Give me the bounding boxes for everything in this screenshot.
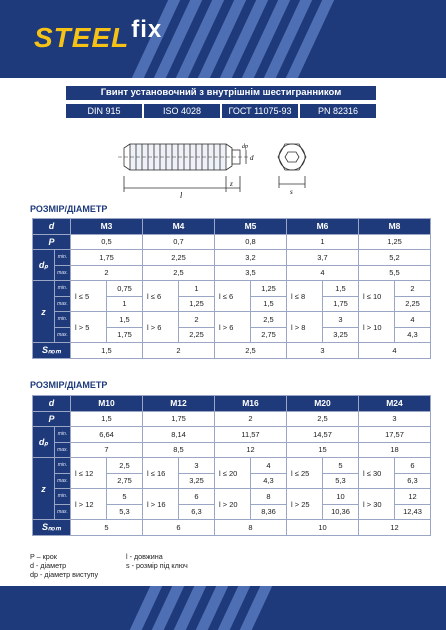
- wrench-size-cell: 12: [359, 520, 431, 536]
- length-condition: l > 16: [143, 489, 179, 520]
- min-label: min.: [55, 312, 71, 328]
- wrench-size-cell: 8: [215, 520, 287, 536]
- legend-item: P – крок: [30, 552, 57, 561]
- length-condition: l > 10: [359, 312, 395, 343]
- length-condition: l > 20: [215, 489, 251, 520]
- length-condition: l > 8: [287, 312, 323, 343]
- header-banner: [0, 0, 446, 78]
- dp-max-cell: 18: [359, 442, 431, 458]
- brand-steel: STEEL: [34, 22, 130, 53]
- row-label-s: Sₙₒₘ: [33, 343, 71, 359]
- row-label-dp: dₚ: [33, 427, 55, 458]
- footer-banner: [0, 586, 446, 630]
- z-value-cell: 3: [323, 312, 359, 328]
- pitch-cell: 3: [359, 411, 431, 427]
- wrench-size-cell: 2,5: [215, 343, 287, 359]
- pitch-cell: 2,5: [287, 411, 359, 427]
- brand-fix: fix: [131, 16, 163, 43]
- size-header: M4: [143, 219, 215, 235]
- max-label: max.: [55, 296, 71, 312]
- length-condition: l > 30: [359, 489, 395, 520]
- z-value-cell: 12,43: [395, 504, 431, 520]
- pitch-cell: 1,25: [359, 234, 431, 250]
- length-condition: l ≤ 6: [143, 281, 179, 312]
- length-condition: l ≤ 30: [359, 458, 395, 489]
- label-dp: dp: [242, 144, 248, 150]
- z-value-cell: 1,5: [107, 312, 143, 328]
- label-z: z: [230, 180, 233, 188]
- row-label-d: d: [33, 396, 71, 412]
- size-header: M16: [215, 396, 287, 412]
- standard-iso: ISO 4028: [144, 104, 220, 118]
- table-row: [33, 312, 431, 328]
- dp-max-cell: 3,5: [215, 265, 287, 281]
- row-label-p: P: [33, 234, 71, 250]
- table-row: [33, 265, 431, 281]
- standard-gost: ГОСТ 11075-93: [222, 104, 298, 118]
- row-label-dp: dₚ: [33, 250, 55, 281]
- dp-max-cell: 12: [215, 442, 287, 458]
- z-value-cell: 6,3: [395, 473, 431, 489]
- z-value-cell: 3,25: [323, 327, 359, 343]
- z-value-cell: 5,3: [107, 504, 143, 520]
- dp-max-cell: 8,5: [143, 442, 215, 458]
- pitch-cell: 1: [287, 234, 359, 250]
- length-condition: l > 5: [71, 312, 107, 343]
- size-header: M8: [359, 219, 431, 235]
- label-l: l: [180, 191, 183, 200]
- z-value-cell: 1,75: [323, 296, 359, 312]
- min-label: min.: [55, 250, 71, 266]
- wrench-size-cell: 3: [287, 343, 359, 359]
- z-value-cell: 2: [179, 312, 215, 328]
- z-value-cell: 2,5: [251, 312, 287, 328]
- legend-left: [30, 552, 98, 579]
- max-label: max.: [55, 504, 71, 520]
- brand-logo: [34, 16, 163, 54]
- dp-min-cell: 11,57: [215, 427, 287, 443]
- min-label: min.: [55, 281, 71, 297]
- z-value-cell: 1,25: [179, 296, 215, 312]
- length-condition: l ≤ 25: [287, 458, 323, 489]
- z-value-cell: 4,3: [395, 327, 431, 343]
- size-header: M5: [215, 219, 287, 235]
- length-condition: l ≤ 6: [215, 281, 251, 312]
- screw-drawing: [110, 136, 330, 202]
- dp-min-cell: 3,2: [215, 250, 287, 266]
- z-value-cell: 1,5: [251, 296, 287, 312]
- length-condition: l > 6: [215, 312, 251, 343]
- legend-item: d - діаметр: [30, 561, 67, 570]
- dp-min-cell: 17,57: [359, 427, 431, 443]
- z-value-cell: 1,75: [107, 327, 143, 343]
- table-row: [33, 458, 431, 474]
- table-row: [33, 411, 431, 427]
- row-label-z: z: [33, 458, 55, 520]
- size-header: M24: [359, 396, 431, 412]
- spec-table-1: [32, 218, 431, 359]
- z-value-cell: 10,36: [323, 504, 359, 520]
- max-label: max.: [55, 442, 71, 458]
- table-row: [33, 343, 431, 359]
- dp-max-cell: 5,5: [359, 265, 431, 281]
- size-header: M10: [71, 396, 143, 412]
- z-value-cell: 2,75: [107, 473, 143, 489]
- z-value-cell: 1,5: [323, 281, 359, 297]
- length-condition: l ≤ 5: [71, 281, 107, 312]
- pitch-cell: 1,5: [71, 411, 143, 427]
- table-row: [33, 396, 431, 412]
- wrench-size-cell: 2: [143, 343, 215, 359]
- legend-right: [126, 552, 188, 570]
- legend-item: s - розмір під ключ: [126, 561, 188, 570]
- max-label: max.: [55, 473, 71, 489]
- z-value-cell: 1,25: [251, 281, 287, 297]
- dp-max-cell: 15: [287, 442, 359, 458]
- row-label-d: d: [33, 219, 71, 235]
- size-header: M3: [71, 219, 143, 235]
- z-value-cell: 12: [395, 489, 431, 505]
- label-s: s: [290, 188, 293, 196]
- z-value-cell: 8,36: [251, 504, 287, 520]
- spec-table-2: [32, 395, 431, 536]
- dp-max-cell: 4: [287, 265, 359, 281]
- length-condition: l ≤ 20: [215, 458, 251, 489]
- row-label-z: z: [33, 281, 55, 343]
- min-label: min.: [55, 489, 71, 505]
- z-value-cell: 6,3: [179, 504, 215, 520]
- z-value-cell: 5: [323, 458, 359, 474]
- dp-min-cell: 2,25: [143, 250, 215, 266]
- standards-row: [66, 104, 376, 118]
- max-label: max.: [55, 265, 71, 281]
- z-value-cell: 10: [323, 489, 359, 505]
- standard-pn: PN 82316: [300, 104, 376, 118]
- z-value-cell: 2: [395, 281, 431, 297]
- wrench-size-cell: 10: [287, 520, 359, 536]
- max-label: max.: [55, 327, 71, 343]
- table-row: [33, 250, 431, 266]
- section-title-1: РОЗМІР/ДІАМЕТР: [30, 204, 108, 214]
- min-label: min.: [55, 427, 71, 443]
- wrench-size-cell: 1,5: [71, 343, 143, 359]
- z-value-cell: 2,25: [179, 327, 215, 343]
- pitch-cell: 2: [215, 411, 287, 427]
- z-value-cell: 2,25: [395, 296, 431, 312]
- label-d: d: [250, 154, 254, 162]
- dp-max-cell: 7: [71, 442, 143, 458]
- min-label: min.: [55, 458, 71, 474]
- size-header: M12: [143, 396, 215, 412]
- z-value-cell: 2,5: [107, 458, 143, 474]
- length-condition: l > 6: [143, 312, 179, 343]
- pitch-cell: 0,8: [215, 234, 287, 250]
- length-condition: l > 12: [71, 489, 107, 520]
- product-title: Гвинт установочний з внутрішнім шестигранником: [66, 86, 376, 100]
- dp-min-cell: 6,64: [71, 427, 143, 443]
- z-value-cell: 4: [395, 312, 431, 328]
- table-row: [33, 281, 431, 297]
- legend-item: l - довжина: [126, 552, 163, 561]
- wrench-size-cell: 5: [71, 520, 143, 536]
- dp-min-cell: 3,7: [287, 250, 359, 266]
- length-condition: l > 25: [287, 489, 323, 520]
- pitch-cell: 0,7: [143, 234, 215, 250]
- table-row: [33, 442, 431, 458]
- length-condition: l ≤ 12: [71, 458, 107, 489]
- wrench-size-cell: 6: [143, 520, 215, 536]
- dp-max-cell: 2,5: [143, 265, 215, 281]
- table-row: [33, 520, 431, 536]
- z-value-cell: 5,3: [323, 473, 359, 489]
- z-value-cell: 3: [179, 458, 215, 474]
- section-title-2: РОЗМІР/ДІАМЕТР: [30, 380, 108, 390]
- pitch-cell: 1,75: [143, 411, 215, 427]
- row-label-p: P: [33, 411, 71, 427]
- table-row: [33, 234, 431, 250]
- standard-din: DIN 915: [66, 104, 142, 118]
- z-value-cell: 8: [251, 489, 287, 505]
- size-header: M6: [287, 219, 359, 235]
- length-condition: l ≤ 16: [143, 458, 179, 489]
- z-value-cell: 4: [251, 458, 287, 474]
- dp-min-cell: 5,2: [359, 250, 431, 266]
- z-value-cell: 1: [179, 281, 215, 297]
- dp-min-cell: 8,14: [143, 427, 215, 443]
- dp-min-cell: 14,57: [287, 427, 359, 443]
- z-value-cell: 0,75: [107, 281, 143, 297]
- z-value-cell: 6: [395, 458, 431, 474]
- length-condition: l ≤ 10: [359, 281, 395, 312]
- legend-item: dp - діаметр виступу: [30, 570, 99, 579]
- z-value-cell: 2,75: [251, 327, 287, 343]
- table-row: [33, 219, 431, 235]
- wrench-size-cell: 4: [359, 343, 431, 359]
- table-row: [33, 427, 431, 443]
- pitch-cell: 0,5: [71, 234, 143, 250]
- table-row: [33, 489, 431, 505]
- z-value-cell: 1: [107, 296, 143, 312]
- size-header: M20: [287, 396, 359, 412]
- length-condition: l ≤ 8: [287, 281, 323, 312]
- row-label-s: Sₙₒₘ: [33, 520, 71, 536]
- dp-min-cell: 1,75: [71, 250, 143, 266]
- dp-max-cell: 2: [71, 265, 143, 281]
- z-value-cell: 3,25: [179, 473, 215, 489]
- z-value-cell: 6: [179, 489, 215, 505]
- z-value-cell: 4,3: [251, 473, 287, 489]
- z-value-cell: 5: [107, 489, 143, 505]
